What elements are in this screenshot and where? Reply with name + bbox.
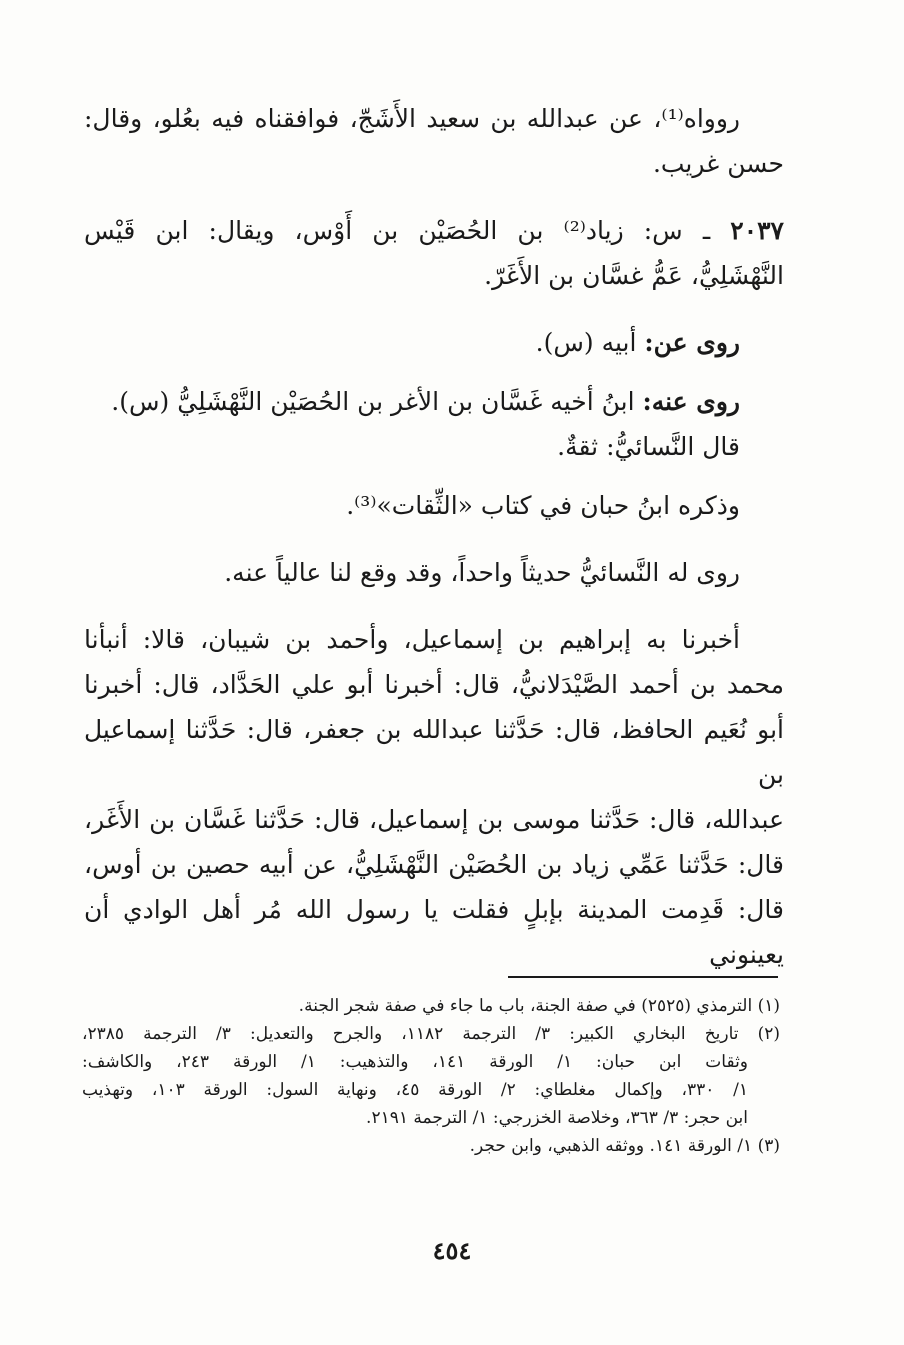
footnote-2-line: وثقات ابن حبان: ١/ الورقة ١٤١، والتذهيب: ١/ الورقة ٢٤٣، والكاشف: (82, 1052, 749, 1072)
entry-heading-text: ـ س: زياد⁽²⁾ بن الحُصَيْن بن أَوْس، ويقال: ابن قَيْس (84, 216, 711, 245)
footnote-2: (٢) تاريخ البخاري الكبير: ٣/ الترجمة ١١٨٢، والجرح والتعديل: ٣/ الترجمة ٢٣٨٥، (82, 1024, 781, 1044)
narrated-by-label: روى عنه: (642, 387, 740, 416)
footnote-3: (٣) ١/ الورقة ١٤١. ووثقه الذهبي، وابن حجر. (469, 1136, 780, 1156)
page-number: ٤٥٤ (432, 1236, 472, 1265)
narrated-by-text: ابنُ أخيه غَسَّان بن الأغر بن الحُصَيْن النَّهْشَلِيُّ (س). (111, 387, 635, 416)
narrated-from (84, 320, 784, 365)
footnotes (82, 992, 780, 1160)
paragraph-line: حسن غريب. (652, 149, 784, 178)
entry-number: ٢٠٣٧ (730, 216, 784, 245)
footnote-2-line: ١/ ٣٣٠، وإكمال مغلطاي: ٢/ الورقة ٤٥، ونهاية السول: الورقة ١٠٣، وتهذيب (82, 1080, 748, 1100)
narrated-from-text: أبيه (س). (535, 328, 637, 357)
paragraph-line: روواه⁽¹⁾، عن عبدالله بن سعيد الأَشَجّ، فوافقناه فيه بعُلو، وقال: (84, 104, 740, 133)
isnad-line: عبدالله، قال: حَدَّثنا موسى بن إسماعيل، قال: حَدَّثنا غَسَّان بن الأَغَر، (84, 805, 784, 834)
footnote-2-line: ابن حجر: ٣/ ٣٦٣، وخلاصة الخزرجي: ١/ الترجمة ٢١٩١. (366, 1108, 748, 1128)
narrated-hadith: روى له النَّسائيُّ حديثاً واحداً، وقد وقع لنا عالياً عنه. (224, 558, 740, 587)
entry-heading-line: النَّهْشَلِيُّ، عَمُّ غسَّان بن الأَغَرّ. (484, 261, 784, 290)
nasai-said: قال النَّسائيُّ: ثقةٌ. (557, 432, 740, 461)
narrated-from-label: روى عن: (644, 328, 740, 357)
isnad-line: أخبرنا به إبراهيم بن إسماعيل، وأحمد بن شيبان، قالا: أنبأنا (84, 625, 740, 654)
narrated-by (84, 379, 784, 424)
footnote-1: (١) الترمذي (٢٥٢٥) في صفة الجنة، باب ما جاء في صفة شجر الجنة. (298, 996, 780, 1016)
isnad-line: أبو نُعَيم الحافظ، قال: حَدَّثنا عبدالله بن جعفر، قال: حَدَّثنا إسماعيل بن (84, 715, 784, 789)
isnad-line: قال: حَدَّثنا عَمِّي زياد بن الحُصَيْن النَّهْشَلِيُّ، عن أبيه حصين بن أوس، (84, 850, 784, 879)
footnote-divider (508, 976, 778, 978)
entry-heading (84, 208, 784, 253)
isnad-line: محمد بن أحمد الصَّيْدَلانيُّ، قال: أخبرنا أبو علي الحَدَّاد، قال: أخبرنا (84, 670, 784, 699)
main-text (84, 96, 784, 977)
isnad-line: قال: قَدِمت المدينة بإبلٍ فقلت يا رسول الله مُر أهل الوادي أن يعينوني (84, 895, 784, 969)
ibn-hibban-mention: وذكره ابنُ حبان في كتاب «الثِّقات»⁽³⁾. (346, 491, 740, 520)
